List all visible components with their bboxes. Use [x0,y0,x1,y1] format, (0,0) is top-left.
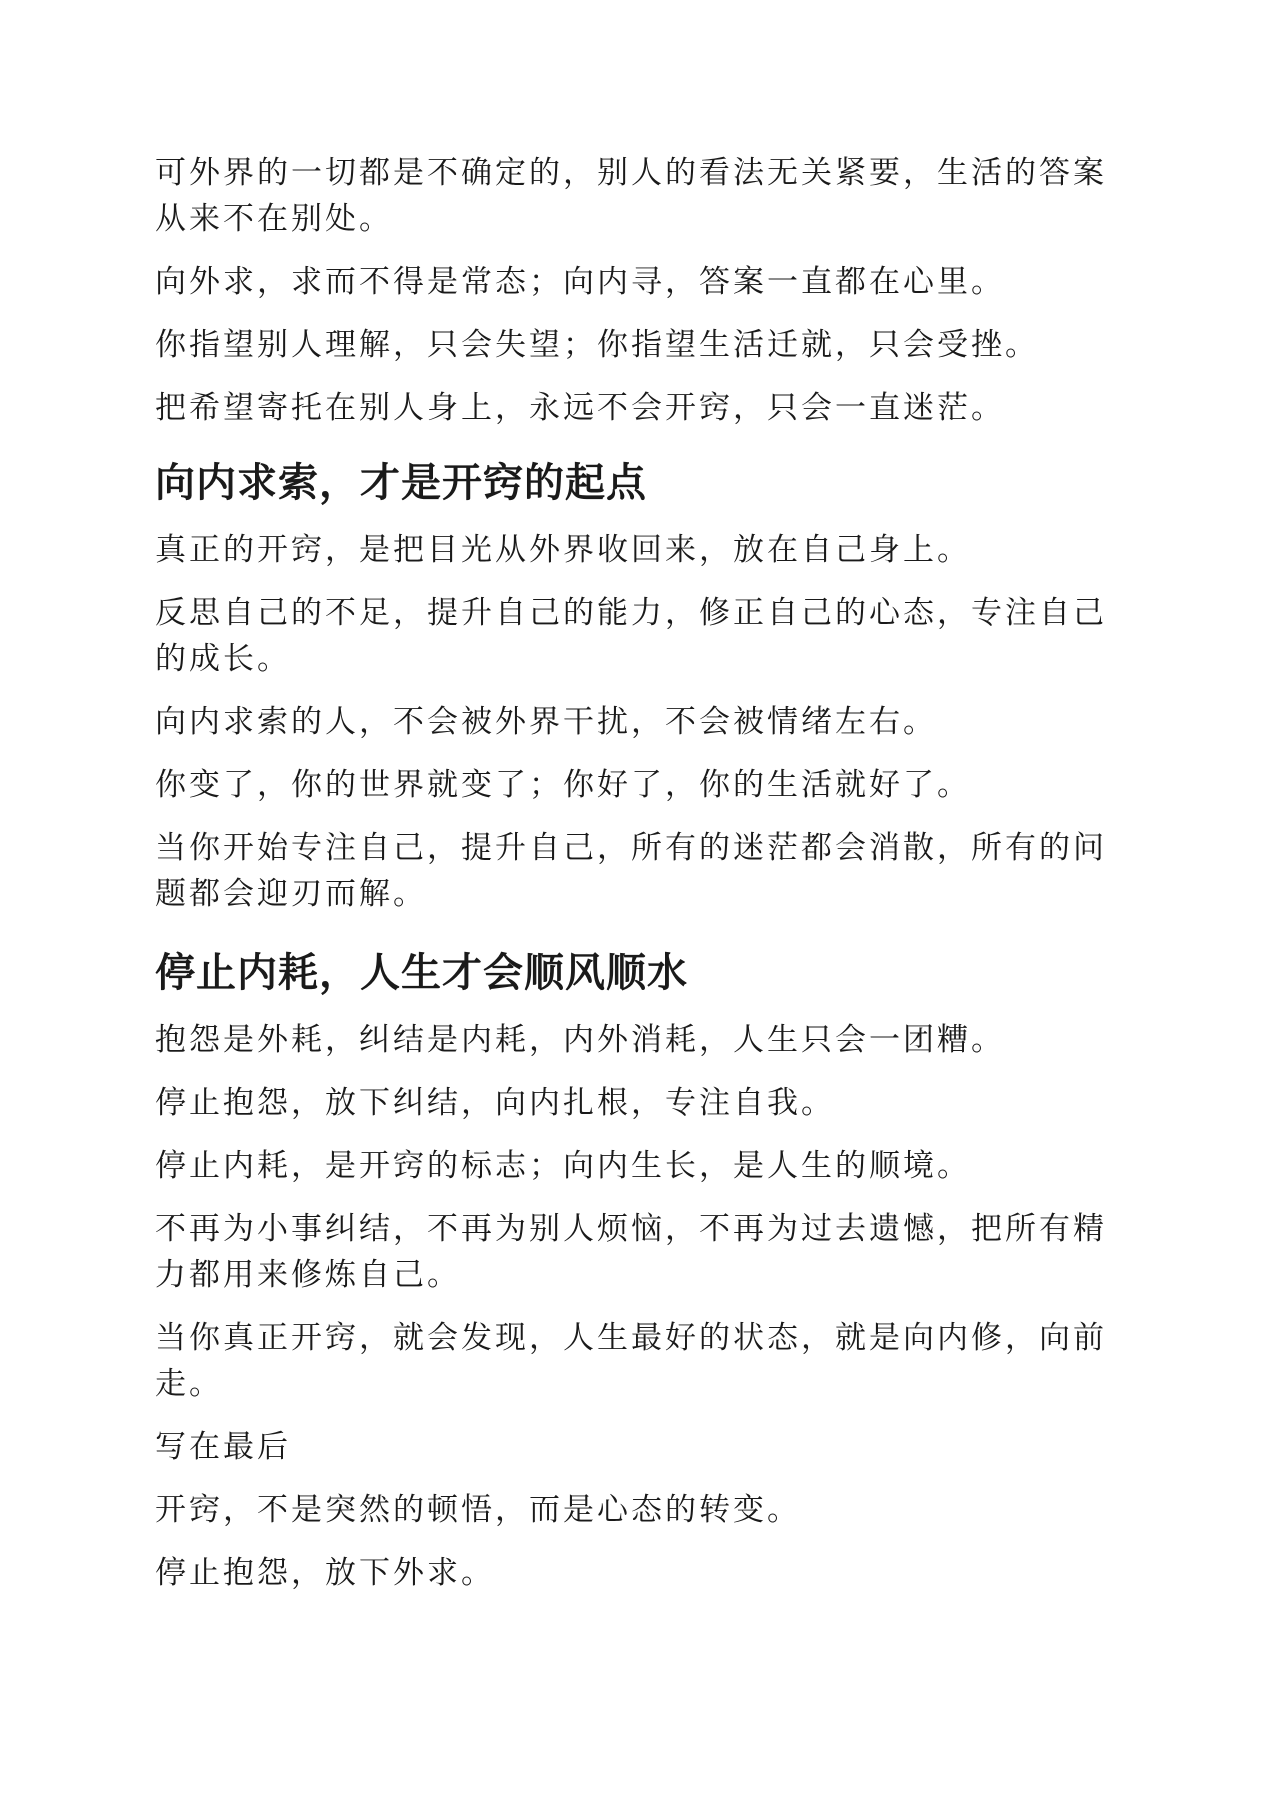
section1-paragraph-2: 反思自己的不足，提升自己的能力，修正自己的心态，专注自己的成长。 [155,595,1107,677]
closing-label: 写在最后 [155,1429,291,1465]
closing-paragraph-2: 停止抱怨，放下外求。 [155,1555,495,1591]
intro-paragraph-2: 向外求，求而不得是常态；向内寻，答案一直都在心里。 [155,264,1005,300]
section1-paragraph-1: 真正的开窍，是把目光从外界收回来，放在自己身上。 [155,532,971,568]
intro-paragraph-4: 把希望寄托在别人身上，永远不会开窍，只会一直迷茫。 [155,390,1005,426]
document-page [155,150,1115,1613]
section2-paragraph-1: 抱怨是外耗，纠结是内耗，内外消耗，人生只会一团糟。 [155,1022,1005,1058]
section2-paragraph-3: 停止内耗，是开窍的标志；向内生长，是人生的顺境。 [155,1148,971,1184]
section1-paragraph-3: 向内求索的人，不会被外界干扰，不会被情绪左右。 [155,704,937,740]
section1-paragraph-5: 当你开始专注自己，提升自己，所有的迷茫都会消散，所有的问题都会迎刃而解。 [155,830,1107,912]
intro-paragraph-3: 你指望别人理解，只会失望；你指望生活迁就，只会受挫。 [155,327,1039,363]
section-heading-1: 向内求索，才是开窍的起点 [155,460,647,506]
section2-paragraph-5: 当你真正开窍，就会发现，人生最好的状态，就是向内修，向前走。 [155,1320,1107,1402]
intro-paragraph-1: 可外界的一切都是不确定的，别人的看法无关紧要，生活的答案从来不在别处。 [155,155,1107,237]
section1-paragraph-4: 你变了，你的世界就变了；你好了，你的生活就好了。 [155,767,971,803]
section2-paragraph-2: 停止抱怨，放下纠结，向内扎根，专注自我。 [155,1085,835,1121]
section-heading-2: 停止内耗，人生才会顺风顺水 [155,950,688,996]
section2-paragraph-4: 不再为小事纠结，不再为别人烦恼，不再为过去遗憾，把所有精力都用来修炼自己。 [155,1211,1107,1293]
closing-paragraph-1: 开窍，不是突然的顿悟，而是心态的转变。 [155,1492,801,1528]
